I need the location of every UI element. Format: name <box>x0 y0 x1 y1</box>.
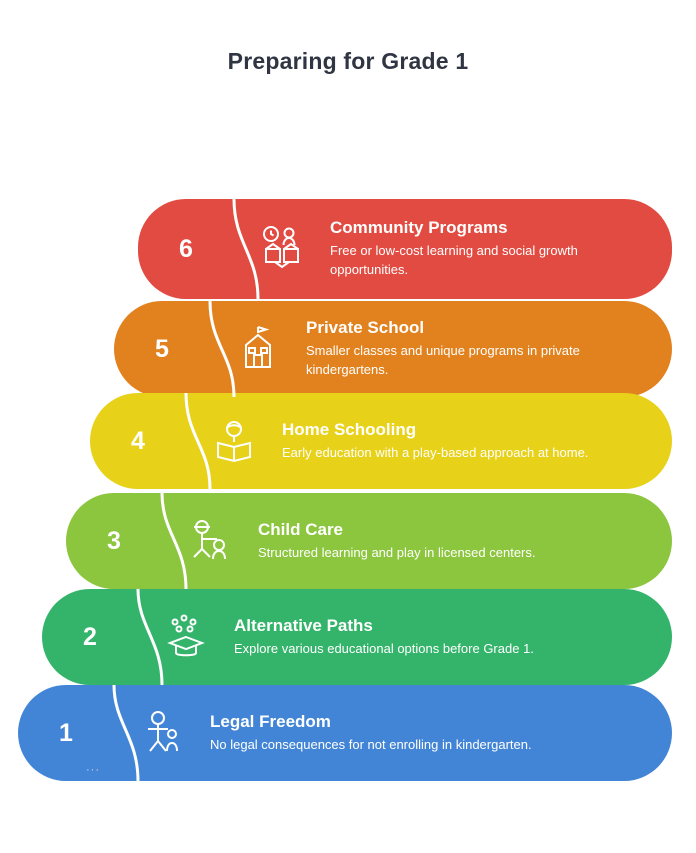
step-title-4: Home Schooling <box>282 419 417 439</box>
page-title: Preparing for Grade 1 <box>227 48 469 74</box>
step-text-5 <box>306 318 672 380</box>
step-row-2[interactable] <box>42 589 672 685</box>
step-row-1[interactable] <box>18 685 672 781</box>
step-desc-5: Smaller classes and unique programs in private kindergartens. <box>306 343 580 377</box>
step-row-5[interactable] <box>114 301 672 397</box>
step-row-6[interactable] <box>138 199 672 299</box>
step-title-3: Child Care <box>258 519 344 539</box>
clock-person-blocks-icon <box>234 223 330 275</box>
step-text-4 <box>282 420 672 463</box>
step-number-2: 2 <box>83 622 97 651</box>
graduation-cap-icon <box>138 611 234 663</box>
step-number-3: 3 <box>107 526 121 555</box>
step-title-1: Legal Freedom <box>210 711 331 731</box>
infographic-page <box>0 48 696 798</box>
step-title-6: Community Programs <box>330 218 508 238</box>
step-title-2: Alternative Paths <box>234 615 373 635</box>
step-desc-2: Explore various educational options before Grade 1. <box>234 640 534 656</box>
caregiver-child-icon <box>162 515 258 567</box>
step-number-4: 4 <box>131 426 145 455</box>
person-child-icon <box>114 707 210 759</box>
step-text-3 <box>258 520 672 563</box>
child-reading-book-icon <box>186 415 282 467</box>
step-number-1: 1 <box>59 718 73 747</box>
step-desc-6: Free or low-cost learning and social growth opportunities. <box>330 243 578 277</box>
school-building-icon <box>210 323 306 375</box>
step-text-2 <box>234 616 672 659</box>
step-desc-3: Structured learning and play in licensed centers. <box>258 544 536 560</box>
step-row-3[interactable] <box>66 493 672 589</box>
step-title-5: Private School <box>306 318 425 338</box>
step-desc-1: No legal consequences for not enrolling in kindergarten. <box>210 736 532 752</box>
step-text-1 <box>210 712 672 755</box>
step-desc-4: Early education with a play-based approach at home. <box>282 444 589 460</box>
step-text-6 <box>330 218 672 280</box>
footer-mark: ··· <box>86 764 100 776</box>
step-number-6: 6 <box>179 234 193 263</box>
step-row-4[interactable] <box>90 393 672 489</box>
step-number-5: 5 <box>155 334 169 363</box>
